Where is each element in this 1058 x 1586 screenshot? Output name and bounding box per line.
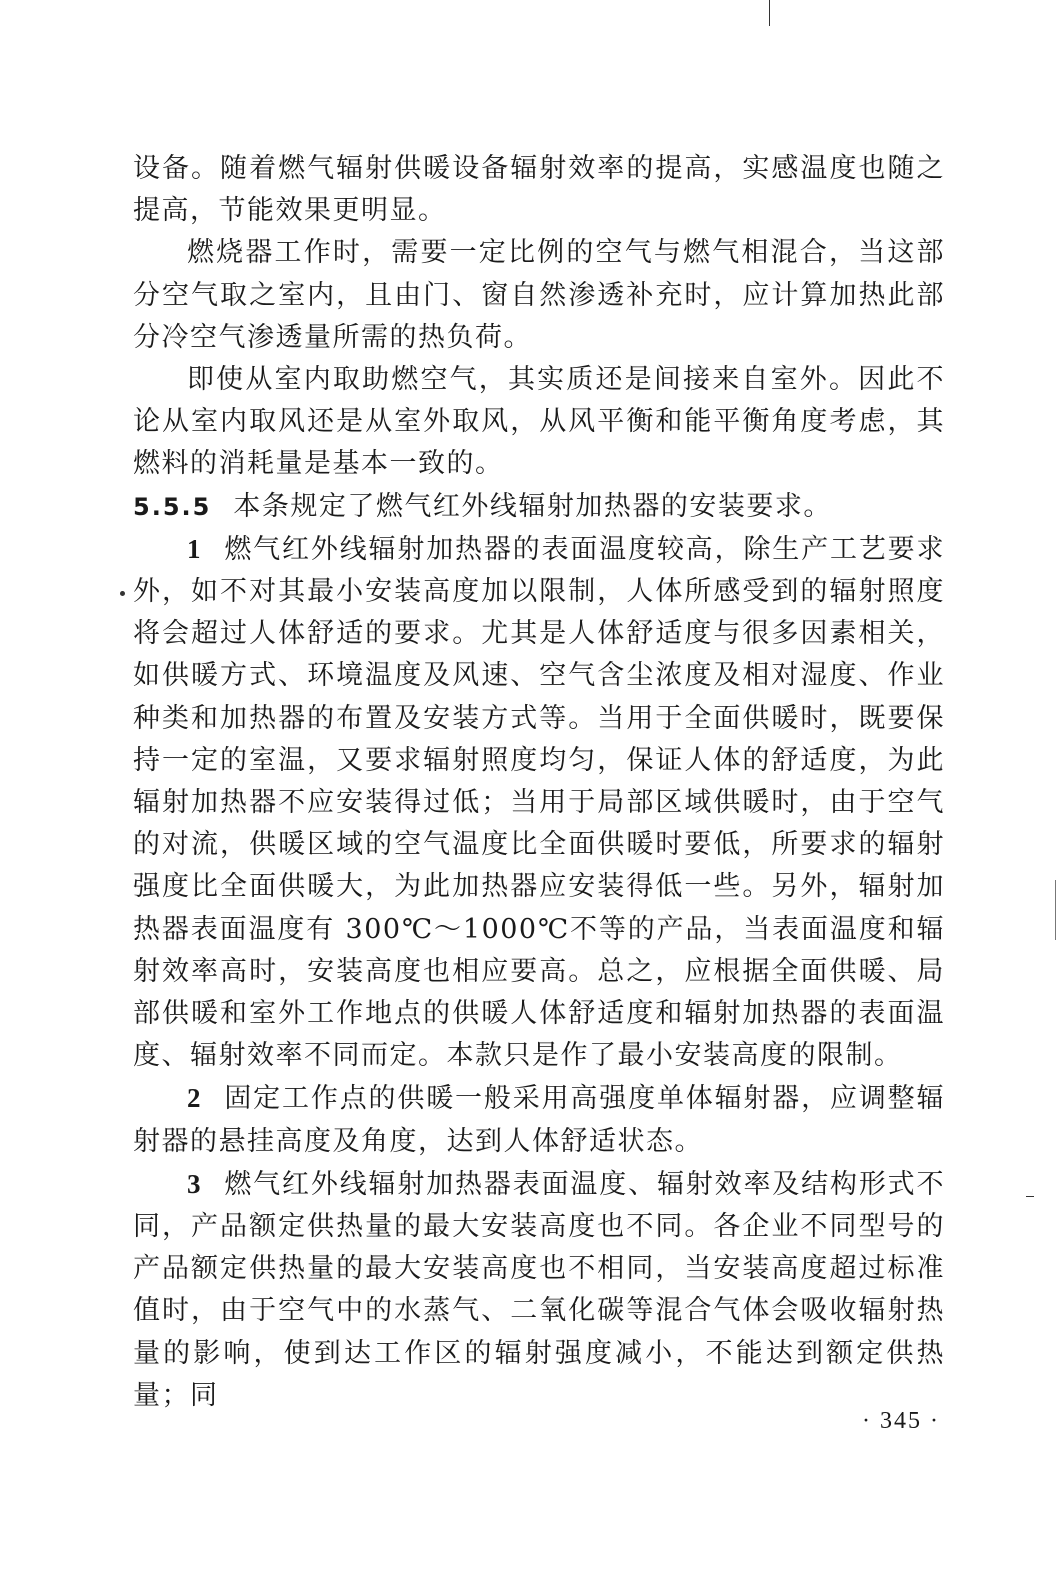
- list-item: [133, 1077, 945, 1162]
- item-number: 2: [187, 1083, 202, 1114]
- scan-edge-mark: [769, 0, 770, 26]
- paragraph-burner-air: 燃烧器工作时，需要一定比例的空气与燃气相混合，当这部分空气取之室内，且由门、窗自然渗透补充时，应计算加热此部分冷空气渗透量所需的热负荷。: [133, 237, 945, 353]
- list-item: [133, 528, 945, 1078]
- clause-number: 5.5.5: [133, 492, 212, 521]
- item-number: 3: [187, 1168, 202, 1199]
- scan-edge-mark: [1055, 880, 1056, 940]
- paragraph-continuation: 设备。随着燃气辐射供暖设备辐射效率的提高，实感温度也随之提高，节能效果更明显。: [133, 153, 945, 227]
- body-text: [133, 148, 945, 1417]
- item-number: 1: [187, 533, 202, 564]
- item-text: 燃气红外线辐射加热器的表面温度较高，除生产工艺要求外，如不对其最小安装高度加以限制，人体所感受到的辐射照度将会超过人体舒适的要求。尤其是人体舒适度与很多因素相关，如供暖方式、环境温度及风速、空气含尘浓度及相对湿度、作业种类和加热器的布置及安装方式等。当用于全面供暖时，既要保持一定的室温，又要求辐射照度均匀，保证人体的舒适度，为此辐射加热器不应安装得过低；当用于局部区域供暖时，由于空气的对流，供暖区域的空气温度比全面供暖时要低，所要求的辐射强度比全面供暖大，为此加热器应安装得低一些。另外，辐射加热器表面温度有 300℃～1000℃不等的产品，当表面温度和辐射效率高时，安装高度也相应要高。总之，应根据全面供暖、局部供暖和室外工作地点的供暖人体舒适度和辐射加热器的表面温度、辐射效率不同而定。本款只是作了最小安装高度的限制。: [133, 533, 945, 1072]
- list-item: [133, 1163, 945, 1417]
- item-text: 燃气红外线辐射加热器表面温度、辐射效率及结构形式不同，产品额定供热量的最大安装高度也不同。各企业不同型号的产品额定供热量的最大安装高度也不相同，当安装高度超过标准值时，由于空气中的水蒸气、二氧化碳等混合气体会吸收辐射热量的影响，使到达工作区的辐射强度减小，不能达到额定供热量；同: [133, 1168, 945, 1411]
- scan-edge-mark: [1026, 1196, 1034, 1197]
- clause-text: 本条规定了燃气红外线辐射加热器的安装要求。: [233, 490, 832, 522]
- scan-dot-mark: [120, 591, 125, 596]
- paragraph-combustion-air: 即使从室内取助燃空气，其实质还是间接来自室外。因此不论从室内取风还是从室外取风，从风平衡和能平衡角度考虑，其燃料的消耗量是基本一致的。: [133, 364, 945, 480]
- page-number: · 345 ·: [862, 1408, 940, 1434]
- clause-heading: [133, 486, 945, 528]
- item-text: 固定工作点的供暖一般采用高强度单体辐射器，应调整辐射器的悬挂高度及角度，达到人体舒适状态。: [133, 1083, 945, 1157]
